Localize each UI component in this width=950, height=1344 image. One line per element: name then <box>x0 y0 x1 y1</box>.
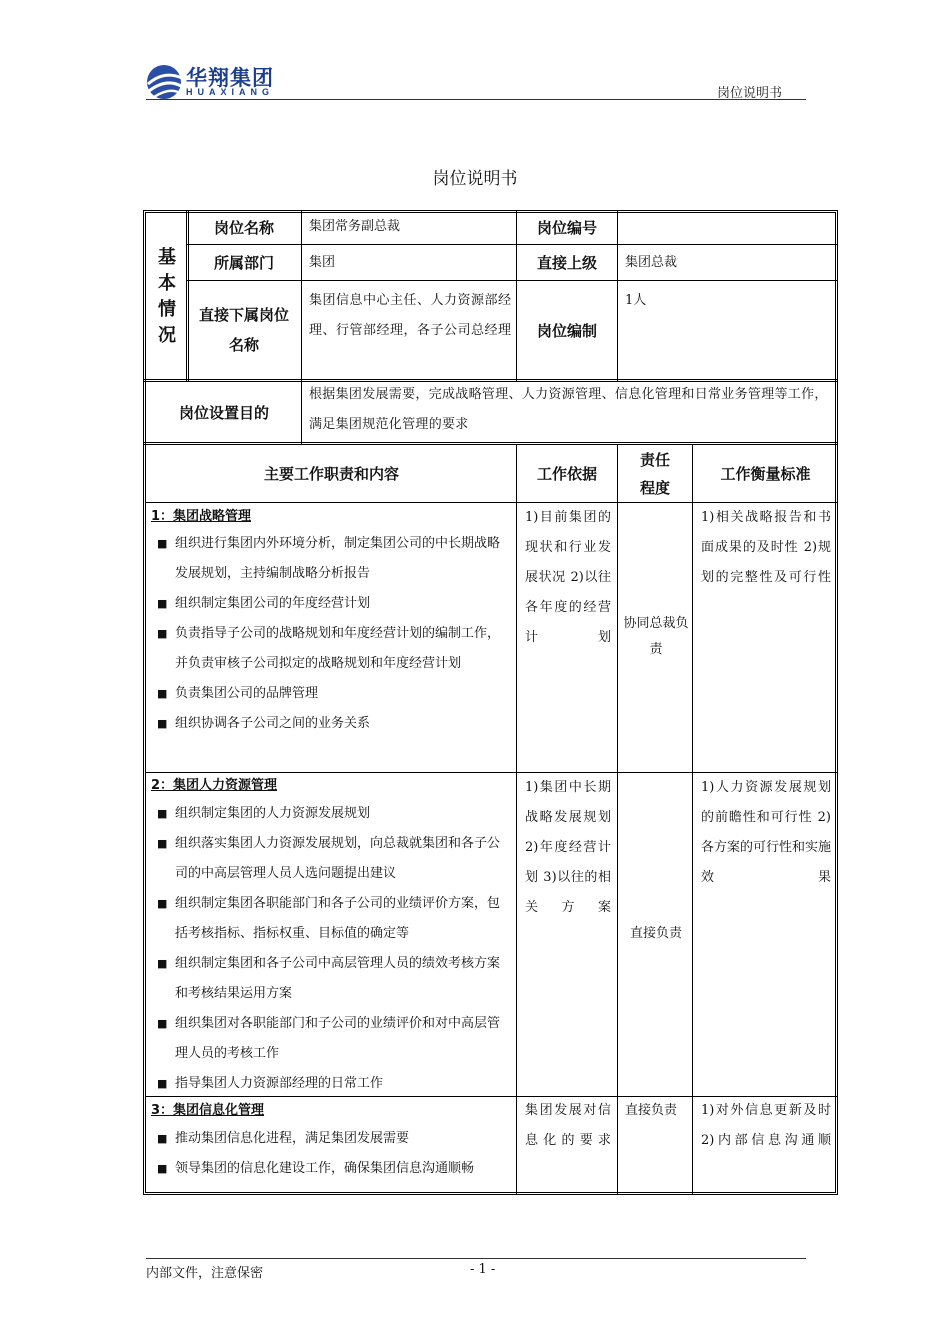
page-title: 岗位说明书 <box>432 169 518 189</box>
footer-divider <box>146 1258 806 1259</box>
header-divider <box>146 99 806 100</box>
subordinates-value: 集团信息中心主任、人力资源部经理、行管部经理，各子公司总经理 <box>309 293 511 338</box>
list-item: ■ 推动集团信息化进程，满足集团发展需要 <box>151 1124 511 1154</box>
job-description-table <box>143 210 838 1195</box>
duties-header-responsibility: 责任程度 <box>639 450 670 497</box>
list-item: ■ 负责集团公司的品牌管理 <box>151 679 511 709</box>
duty-1-content <box>151 505 511 771</box>
bullet-icon: ■ <box>157 627 168 640</box>
duty-3-standard: 1)对外信息更新及时 2)内部信息沟通顺 <box>701 1103 831 1148</box>
bullet-icon: ■ <box>157 837 168 850</box>
list-item: ■ 组织制定集团公司的年度经营计划 <box>151 589 511 619</box>
supervisor-value: 集团总裁 <box>625 255 678 270</box>
duties-header-content: 主要工作职责和内容 <box>263 465 399 483</box>
bullet-icon: ■ <box>157 717 168 730</box>
bullet-icon: ■ <box>157 1162 168 1175</box>
bullet-icon: ■ <box>157 957 168 970</box>
duty-3-basis: 集团发展对信息化的要求 <box>525 1103 611 1148</box>
col-divider <box>617 445 618 1195</box>
duty-1-responsibility: 协同总裁负责 <box>623 616 689 657</box>
subordinates-label: 直接下属岗位名称 <box>199 306 290 354</box>
duty-2-title: 2：集团人力资源管理 <box>151 778 278 793</box>
logo-chinese-name: 华翔集团 <box>186 66 274 90</box>
duties-header-standard: 工作衡量标准 <box>720 465 811 483</box>
purpose-label: 岗位设置目的 <box>178 403 269 422</box>
bullet-icon: ■ <box>157 537 168 550</box>
department-label: 所属部门 <box>213 254 274 272</box>
col-divider <box>617 210 618 382</box>
bullet-icon: ■ <box>157 1132 168 1145</box>
list-item: ■ 组织制定集团各职能部门和各子公司的业绩评价方案，包括考核指标、指标权重、目标值的确定等 <box>151 889 511 949</box>
duty-2-content <box>151 773 511 1095</box>
position-code-value <box>625 212 830 244</box>
list-item: ■ 组织集团对各职能部门和子公司的业绩评价和对中高层管理人员的考核工作 <box>151 1009 511 1069</box>
header-doc-type: 岗位说明书 <box>717 86 783 101</box>
col-divider <box>516 445 517 1195</box>
duty-3-content <box>151 1098 511 1192</box>
position-code-label: 岗位编号 <box>536 218 597 237</box>
bullet-icon: ■ <box>157 807 168 820</box>
supervisor-label: 直接上级 <box>536 254 597 272</box>
list-item: ■ 指导集团人力资源部经理的日常工作 <box>151 1069 511 1099</box>
purpose-text: 根据集团发展需要，完成战略管理、人力资源管理、信息化管理和日常业务管理等工作，满足集团规范化管理的要求 <box>309 387 828 432</box>
logo-english-name: HUAXIANG <box>186 87 275 97</box>
duty-2-standard: 1)人力资源发展规划的前瞻性和可行性 2)各方案的可行性和实施效果 <box>701 780 832 885</box>
duties-header-basis: 工作依据 <box>536 465 597 483</box>
bullet-icon: ■ <box>157 687 168 700</box>
basic-info-section-label: 基本情况 <box>158 247 176 346</box>
list-item: ■ 组织进行集团内外环境分析，制定集团公司的中长期战略发展规划，主持编制战略分析报告 <box>151 529 511 589</box>
list-item: ■ 组织制定集团的人力资源发展规划 <box>151 799 511 829</box>
page-number: - 1 - <box>470 1262 496 1277</box>
list-item: ■ 领导集团的信息化建设工作，确保集团信息沟通顺畅 <box>151 1154 511 1184</box>
position-name-label: 岗位名称 <box>213 218 274 237</box>
duty-1-title: 1：集团战略管理 <box>151 509 252 524</box>
duty-1-basis: 1)目前集团的现状和行业发展状况 2)以往各年度的经营计划 <box>525 510 611 645</box>
bullet-icon: ■ <box>157 897 168 910</box>
headcount-value: 1人 <box>625 293 647 308</box>
duty-2-basis: 1)集团中长期战略发展规划 2)年度经营计划 3)以往的相关方案 <box>525 780 611 915</box>
globe-logo-icon <box>146 62 184 102</box>
bullet-icon: ■ <box>157 1077 168 1090</box>
bullet-icon: ■ <box>157 1017 168 1030</box>
duty-2-responsibility: 直接负责 <box>629 926 682 941</box>
department-value: 集团 <box>309 255 336 270</box>
duty-3-title: 3：集团信息化管理 <box>151 1103 265 1118</box>
company-logo <box>146 62 286 104</box>
duty-1-standard: 1)相关战略报告和书面成果的及时性 2)规划的完整性及可行性 <box>701 510 831 585</box>
headcount-label: 岗位编制 <box>536 321 597 340</box>
list-item: ■ 组织制定集团和各子公司中高层管理人员的绩效考核方案和考核结果运用方案 <box>151 949 511 1009</box>
list-item: ■ 组织协调各子公司之间的业务关系 <box>151 709 511 739</box>
position-name-value: 集团常务副总裁 <box>309 219 401 234</box>
list-item: ■ 组织落实集团人力资源发展规划，向总裁就集团和各子公司的中高层管理人员人选问题提出建议 <box>151 829 511 889</box>
col-divider <box>692 445 693 1195</box>
list-item: ■ 负责指导子公司的战略规划和年度经营计划的编制工作，并负责审核子公司拟定的战略规划和年度经营计划 <box>151 619 511 679</box>
footer-confidential-note: 内部文件，注意保密 <box>146 1266 264 1281</box>
bullet-icon: ■ <box>157 597 168 610</box>
col-divider <box>301 210 302 445</box>
duty-3-responsibility: 直接负责 <box>625 1103 678 1118</box>
